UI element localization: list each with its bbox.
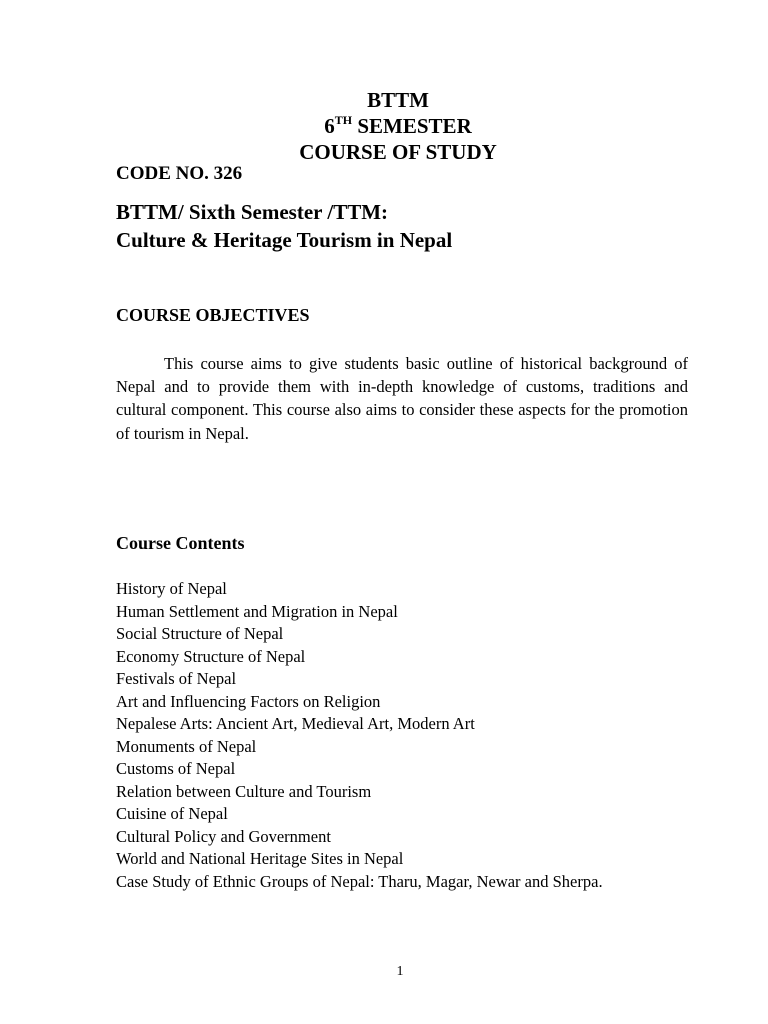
objectives-heading: COURSE OBJECTIVES xyxy=(116,305,310,325)
semester-title xyxy=(0,114,768,138)
page-number: 1 xyxy=(396,964,404,979)
list-item: Case Study of Ethnic Groups of Nepal: Tharu, Magar, Newar and Sherpa. xyxy=(116,871,603,891)
list-item: Human Settlement and Migration in Nepal xyxy=(116,601,398,621)
contents-list xyxy=(116,578,603,893)
list-item: Monuments of Nepal xyxy=(116,736,257,756)
subject-line-1: BTTM/ Sixth Semester /TTM: xyxy=(116,200,389,224)
list-item: Festivals of Nepal xyxy=(116,669,237,688)
semester-word: SEMESTER xyxy=(357,114,472,138)
list-item: Art and Influencing Factors on Religion xyxy=(116,691,381,711)
objectives-paragraph: This course aims to give students basic outline of historical background of Nepal and to provide them with in-depth knowledge of customs, traditions and cultural component. This course also aims to consider these aspects for the promotion of tourism in Nepal. xyxy=(116,354,688,443)
list-item: Relation between Culture and Tourism xyxy=(116,781,372,801)
list-item: World and National Heritage Sites in Nepal xyxy=(116,849,404,868)
semester-number: 6 xyxy=(324,114,335,138)
subject-line-2: Culture & Heritage Tourism in Nepal xyxy=(116,228,453,252)
list-item: History of Nepal xyxy=(116,579,227,598)
list-item: Social Structure of Nepal xyxy=(116,624,284,643)
course-code: CODE NO. 326 xyxy=(116,163,243,184)
list-item: Cuisine of Nepal xyxy=(116,804,228,823)
list-item: Cultural Policy and Government xyxy=(116,826,331,846)
list-item: Customs of Nepal xyxy=(116,759,236,778)
list-item: Nepalese Arts: Ancient Art, Medieval Art, Modern Art xyxy=(116,714,475,733)
list-item: Economy Structure of Nepal xyxy=(116,646,306,666)
program-title: BTTM xyxy=(367,88,429,112)
semester-suffix: TH xyxy=(334,113,353,127)
contents-heading: Course Contents xyxy=(116,533,245,553)
course-of-study-title: COURSE OF STUDY xyxy=(299,140,497,164)
